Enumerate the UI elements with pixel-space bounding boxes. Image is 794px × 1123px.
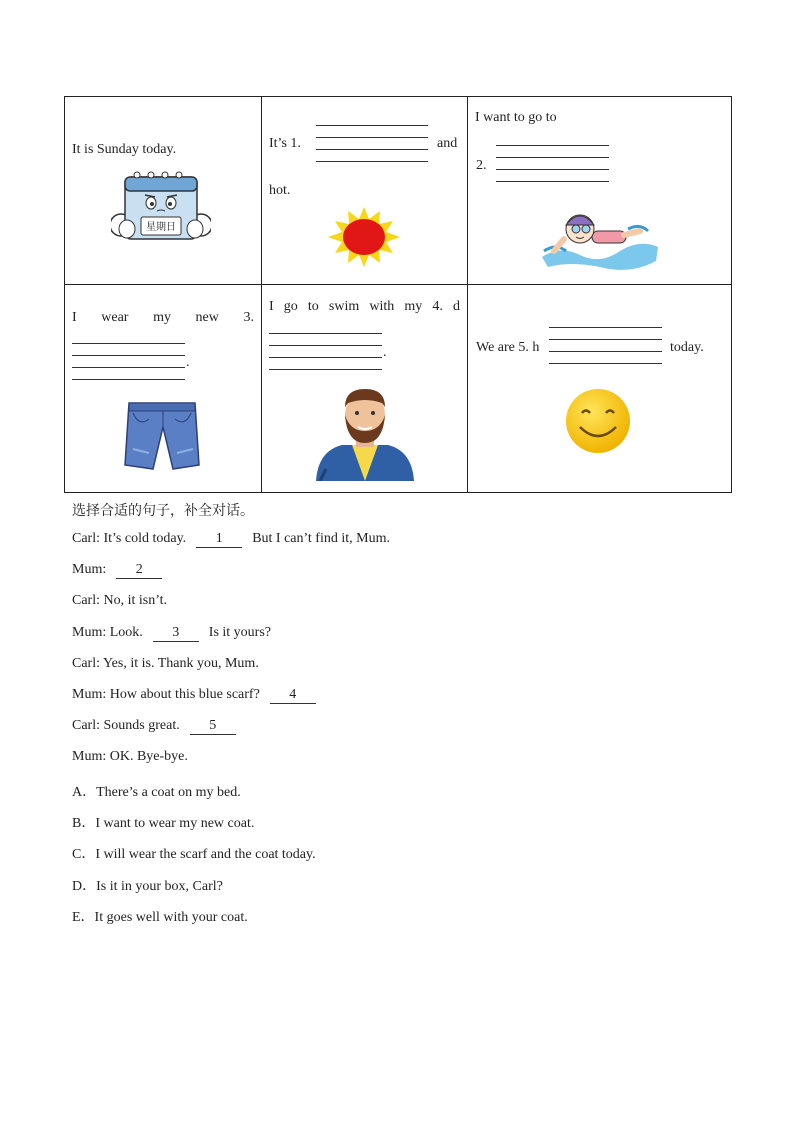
dialogue-line xyxy=(72,562,166,579)
answer-line xyxy=(72,379,185,380)
option-item: C．I will wear the scarf and the coat today. xyxy=(72,847,316,863)
dialogue-line xyxy=(72,625,271,642)
sun-icon xyxy=(328,207,400,267)
answer-blank[interactable]: 5 xyxy=(190,718,236,735)
dialogue-text-after: Is it yours? xyxy=(208,624,271,640)
answer-line xyxy=(496,181,609,182)
cell-5-text: I go to swim with my 4. d xyxy=(269,299,460,314)
answer-line xyxy=(496,157,609,158)
cell-2-text-2: and xyxy=(437,136,458,151)
answer-line xyxy=(72,355,185,356)
cell-4-w3: my xyxy=(153,310,171,325)
answer-line xyxy=(72,367,185,368)
cell-4-w2: wear xyxy=(101,310,129,325)
answer-blank[interactable]: 4 xyxy=(270,687,316,704)
cell-2-text-1: It’s 1. xyxy=(269,136,301,151)
answer-line xyxy=(72,343,185,344)
option-item: A．There’s a coat on my bed. xyxy=(72,785,241,800)
cell-4-w5: 3. xyxy=(243,310,254,325)
option-item: D．Is it in your box, Carl? xyxy=(72,878,223,894)
calendar-icon xyxy=(111,169,211,245)
answer-line xyxy=(496,145,609,146)
dialogue-text: Mum: How about this blue scarf? xyxy=(72,687,260,702)
answer-blank[interactable]: 3 xyxy=(153,625,199,642)
father-icon xyxy=(312,389,418,481)
cell-5-dot: . xyxy=(383,345,387,360)
dialogue-text: Mum: xyxy=(72,562,107,578)
cell-3-text-1: I want to go to xyxy=(475,110,557,125)
answer-line xyxy=(549,339,662,340)
dialogue-text: Carl: It’s cold today. xyxy=(72,531,187,546)
option-item: B．I want to wear my new coat. xyxy=(72,816,255,832)
dialogue-text: Mum: OK. Bye-bye. xyxy=(72,749,188,765)
answer-line xyxy=(549,327,662,328)
cell-shorts xyxy=(65,285,262,493)
instruction: 选择合适的句子，补全对话。 xyxy=(72,503,254,519)
answer-line xyxy=(316,149,428,150)
option-item: E．It goes well with your coat. xyxy=(72,909,248,925)
smiley-icon xyxy=(564,387,632,455)
dialogue-line xyxy=(72,656,259,672)
answer-blank[interactable]: 1 xyxy=(196,531,242,548)
cell-hot xyxy=(262,97,468,285)
dialogue-text: Carl: No, it isn’t. xyxy=(72,593,168,609)
cell-happy xyxy=(468,285,732,493)
cell-6-text-1: We are 5. h xyxy=(476,340,540,355)
calendar-label: 星期日 xyxy=(146,222,176,233)
dialogue-text: Carl: Yes, it is. Thank you, Mum. xyxy=(72,655,259,671)
answer-line xyxy=(316,161,428,162)
answer-line xyxy=(269,333,382,334)
dialogue-line xyxy=(72,593,167,609)
answer-line xyxy=(269,357,382,358)
answer-blank[interactable]: 2 xyxy=(116,562,162,579)
cell-4-dot: . xyxy=(186,355,190,370)
cell-4-w4: new xyxy=(195,310,219,325)
swimmer-icon xyxy=(540,205,660,273)
cell-6-text-2: today. xyxy=(670,340,704,355)
cell-4-w1: I xyxy=(72,310,77,325)
dialogue-line xyxy=(72,531,390,548)
answer-line xyxy=(316,125,428,126)
dialogue-line xyxy=(72,718,240,735)
answer-line xyxy=(269,345,382,346)
dialogue-line xyxy=(72,687,320,704)
cell-4-sentence xyxy=(72,310,254,326)
answer-line xyxy=(549,351,662,352)
dialogue-text: Mum: Look. xyxy=(72,624,143,640)
dialogue-line xyxy=(72,749,188,765)
dialogue-text-after: But I can’t find it, Mum. xyxy=(252,531,390,546)
shorts-icon xyxy=(123,399,201,471)
answer-line xyxy=(269,369,382,370)
cell-3-text-2: 2. xyxy=(476,158,487,173)
cell-swim xyxy=(468,97,732,285)
picture-fill-table xyxy=(64,96,732,493)
cell-sunday xyxy=(65,97,262,285)
cell-dad xyxy=(262,285,468,493)
answer-line xyxy=(496,169,609,170)
dialogue-text: Carl: Sounds great. xyxy=(72,718,180,734)
cell-1-text: It is Sunday today. xyxy=(72,142,177,157)
answer-line xyxy=(549,363,662,364)
answer-line xyxy=(316,137,428,138)
cell-2-text-3: hot. xyxy=(269,183,291,198)
